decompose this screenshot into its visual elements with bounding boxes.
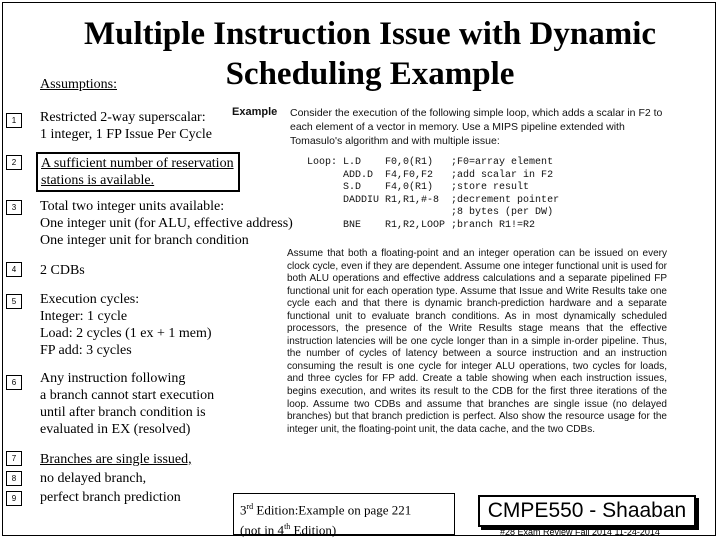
item-number-5: 5 [6, 294, 22, 309]
code-args [385, 207, 451, 220]
code-comment: ;add scalar in F2 [451, 169, 554, 181]
code-label [307, 170, 343, 183]
assumption-item-4 [40, 262, 85, 279]
item-number-4: 4 [6, 262, 22, 277]
item-5-line-3: Load: 2 cycles (1 ex + 1 mem) [40, 326, 212, 341]
code-label: Loop: [307, 157, 338, 168]
example-intro: Consider the execution of the following simple loop, which adds a scalar in F2 to each element of a vector in memory. Use a MIPS pipeline extended with Tomasulo's algorithm and with multiple issue: [290, 107, 663, 147]
item-6-line-2: a branch cannot start execution [40, 388, 215, 403]
item-6-line-3: until after branch condition is [40, 405, 206, 420]
edition-line-1-pre: 3 [240, 502, 247, 518]
item-9-line-1: perfect branch prediction [40, 490, 181, 505]
item-2-line-1: A sufficient number of reservation [41, 156, 234, 171]
code-row [307, 220, 565, 233]
textbook-example-scan [232, 100, 672, 470]
item-number-2: 2 [6, 155, 22, 170]
code-row [307, 195, 565, 208]
slide-footer: #28 Exam Review Fall 2014 11-24-2014 [500, 527, 660, 537]
item-number-7: 7 [6, 451, 22, 466]
code-row [307, 182, 565, 195]
code-row [307, 207, 565, 220]
example-code [307, 157, 565, 232]
assumption-item-9 [40, 489, 181, 506]
assumption-item-1 [40, 109, 212, 143]
assumption-item-7 [40, 451, 192, 468]
item-5-line-1: Execution cycles: [40, 292, 140, 307]
item-1-line-1: Restricted 2-way superscalar: [40, 110, 206, 125]
item-number-3: 3 [6, 200, 22, 215]
edition-line-2-post: Edition) [290, 522, 337, 538]
course-brand: CMPE550 - Shaaban [478, 495, 696, 527]
item-3-line-1: Total two integer units available: [40, 199, 225, 214]
assumption-item-8 [40, 470, 146, 487]
slide-title [70, 14, 670, 94]
code-label [307, 220, 343, 233]
code-row [307, 157, 565, 170]
code-args: R1,R2,LOOP [385, 219, 446, 231]
code-args: F4,F0,F2 [385, 169, 434, 181]
item-2-line-2: stations is available. [41, 173, 155, 188]
code-row [307, 170, 565, 183]
item-6-line-1: Any instruction following [40, 371, 186, 386]
code-comment: ;branch R1!=R2 [451, 219, 536, 231]
edition-line-2-sup: th [284, 522, 291, 532]
code-args: R1,R1,#-8 [385, 194, 440, 206]
item-8-line-1: no delayed branch, [40, 471, 147, 486]
code-comment: ;store result [451, 182, 530, 193]
assumptions-label: Assumptions: [40, 77, 118, 92]
item-5-line-4: FP add: 3 cycles [40, 343, 132, 358]
example-label: Example [232, 106, 278, 118]
code-comment: ;8 bytes (per DW) [451, 207, 554, 218]
edition-note [233, 493, 455, 538]
item-6-line-4: evaluated in EX (resolved) [40, 422, 191, 437]
assumption-item-2 [36, 152, 240, 192]
code-comment: ;decrement pointer [451, 194, 560, 206]
code-op: S.D [343, 182, 362, 193]
item-4-line-1: 2 CDBs [40, 263, 85, 278]
item-number-1: 1 [6, 113, 22, 128]
code-op [343, 207, 385, 220]
code-label [307, 195, 343, 208]
item-3-line-3: One integer unit for branch condition [40, 233, 249, 248]
item-7-line-1: Branches are single issued, [40, 452, 192, 467]
item-number-8: 8 [6, 471, 22, 486]
code-op: ADD.D [343, 169, 374, 181]
code-comment: ;F0=array element [451, 157, 554, 168]
assumption-item-5 [40, 291, 212, 359]
item-number-6: 6 [6, 375, 22, 390]
code-table [307, 157, 565, 232]
item-1-line-2: 1 integer, 1 FP Issue Per Cycle [40, 127, 212, 142]
item-number-9: 9 [6, 491, 22, 506]
code-label [307, 207, 343, 220]
code-args: F4,0(R1) [385, 182, 434, 193]
code-body [307, 157, 565, 232]
edition-line-2 [240, 518, 448, 538]
code-op: DADDIU [343, 194, 380, 206]
edition-line-2-pre: (not in 4 [240, 522, 285, 538]
title-line-2: Scheduling Example [225, 56, 515, 92]
edition-line-1 [240, 498, 448, 518]
code-op: BNE [343, 219, 362, 231]
edition-line-1-post: Edition:Example on page 221 [253, 502, 412, 518]
assumption-item-6 [40, 370, 214, 438]
code-args: F0,0(R1) [385, 157, 434, 168]
item-5-line-2: Integer: 1 cycle [40, 309, 128, 324]
edition-line-1-sup: rd [246, 502, 254, 511]
example-paragraph: Assume that both a floating-point and an integer operation can be issued on every clock cycle, even if they are dependent. Assume one integer functional unit is used for both ALU operations and effective address calculations and a separate pipelined FP functional unit for each operation type. Assume that Issue and Write Results take one cycle each and that there is dynamic branch-prediction hardware and a separate functional unit to evaluate branch conditions. As in most dynamically scheduled processors, the presence of the Write Results stage means that the effective instruction latencies will be one cycle longer than in a simple in-order pipeline. Thus, the number of cycles of latency between a source instruction and an instruction consuming the result is one cycle for integer ALU operations, two cycles for loads, and three cycles for FP add. Create a table showing when each instruction issues, begins execution, and writes its result to the CDB for the first three iterations of the loop. Assume two CDBs and assume that branches are single issue (no delayed branches) but that branch prediction is perfect. Also show the resource usage for the integer unit, the floating-point unit, the data cache, and the two CDBs. [287, 248, 667, 435]
item-3-line-2: One integer unit (for ALU, effective address) [40, 216, 293, 231]
code-op: L.D [343, 157, 362, 168]
title-line-1: Multiple Instruction Issue with Dynamic [83, 16, 657, 52]
code-label [307, 182, 343, 195]
